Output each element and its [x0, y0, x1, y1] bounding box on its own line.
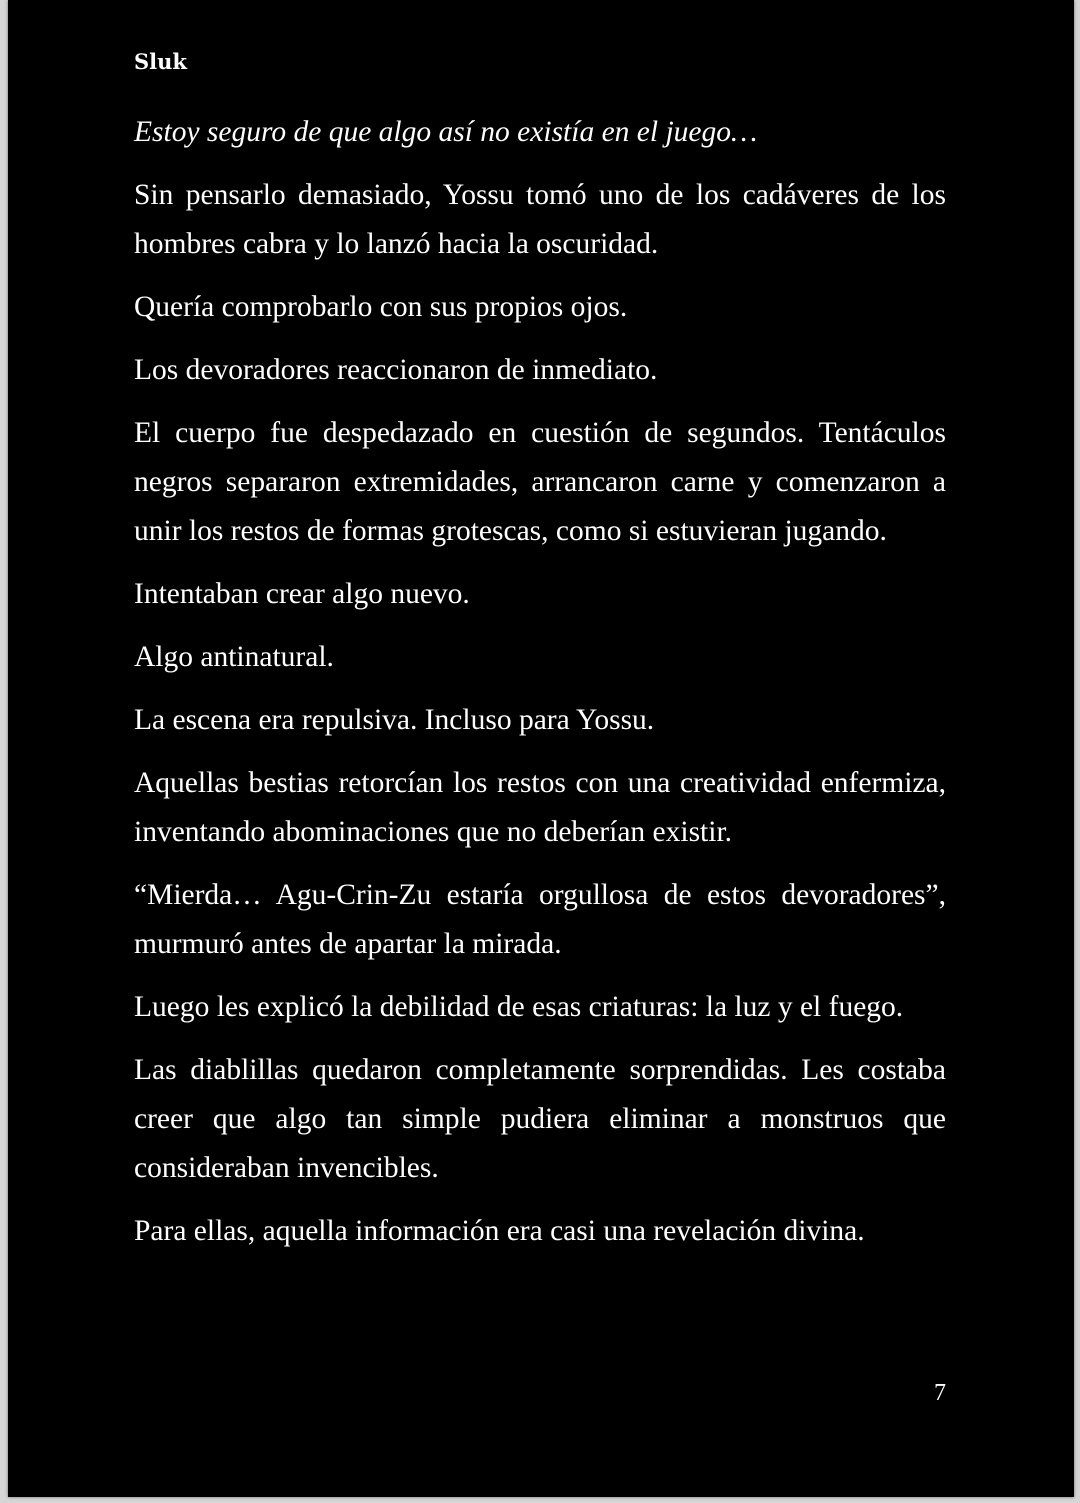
paragraph: Las diablillas quedaron completamente sorprendidas. Les costaba creer que algo tan simple pudiera eliminar a monstruos que consideraban invencibles.: [134, 1054, 946, 1184]
running-header: Sluk: [134, 49, 187, 74]
paragraph: Sin pensarlo demasiado, Yossu tomó uno de los cadáveres de los hombres cabra y lo lanzó hacia la oscuridad.: [134, 179, 946, 260]
paragraph: La escena era repulsiva. Incluso para Yossu.: [134, 704, 655, 736]
document-page: [8, 0, 1074, 1497]
page-number: 7: [934, 1380, 946, 1406]
paragraph: “Mierda… Agu-Crin-Zu estaría orgullosa de estos devoradores”, murmuró antes de apartar la mirada.: [134, 879, 946, 960]
paragraph: Algo antinatural.: [134, 641, 334, 673]
paragraph: Intentaban crear algo nuevo.: [134, 578, 470, 610]
paragraph: Quería comprobarlo con sus propios ojos.: [134, 291, 628, 323]
paragraph: Aquellas bestias retorcían los restos con una creatividad enfermiza, inventando abominaciones que no deberían existir.: [134, 767, 946, 848]
paragraph: Estoy seguro de que algo así no existía en el juego…: [134, 116, 758, 148]
paragraph: Luego les explicó la debilidad de esas criaturas: la luz y el fuego.: [134, 991, 904, 1023]
paragraph: Los devoradores reaccionaron de inmediato.: [134, 354, 658, 386]
paragraph: El cuerpo fue despedazado en cuestión de segundos. Tentáculos negros separaron extremidades, arrancaron carne y comenzaron a unir los restos de formas grotescas, como si estuvieran jugando.: [134, 417, 946, 547]
paragraph: Para ellas, aquella información era casi una revelación divina.: [134, 1215, 865, 1247]
page-body: [134, 108, 946, 1270]
